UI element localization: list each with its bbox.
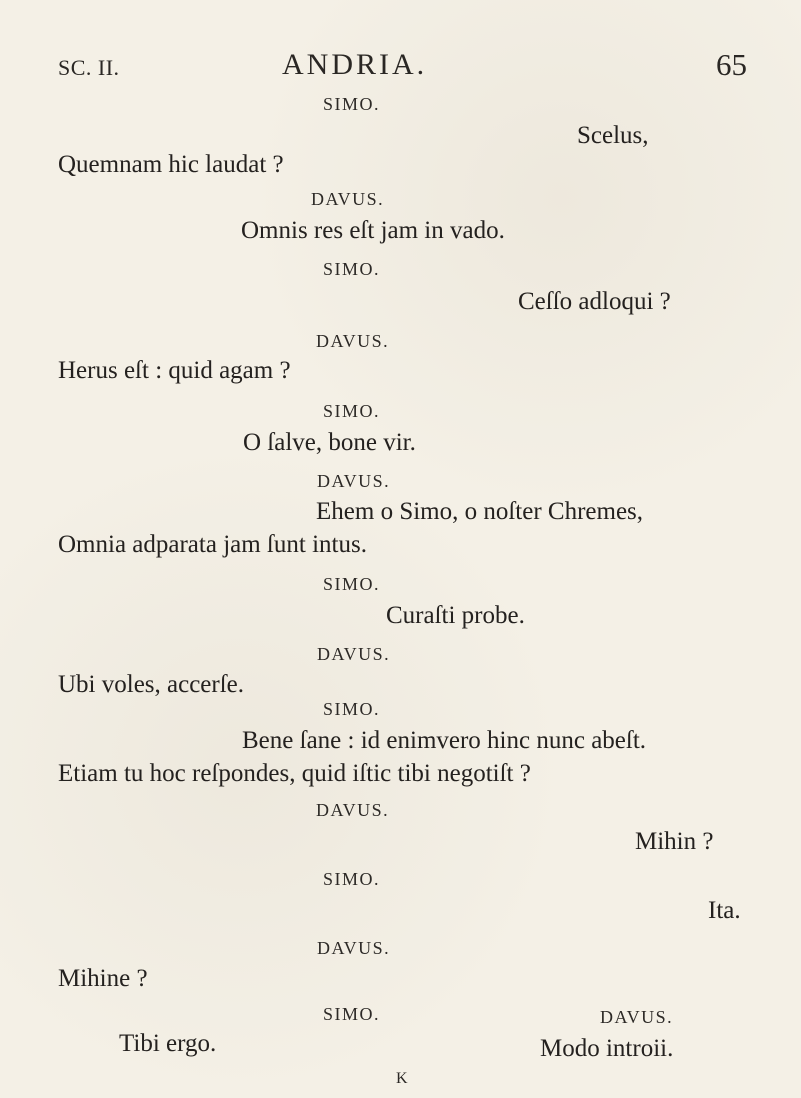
dialogue-line: Tibi ergo. (119, 1030, 217, 1057)
speaker-simo: SIMO. (323, 401, 381, 421)
dialogue-line: Modo introii. (540, 1035, 674, 1062)
speaker-davus: DAVUS. (316, 331, 390, 351)
page-signature: K (396, 1070, 408, 1087)
dialogue-line: Omnis res eſt jam in vado. (241, 217, 505, 244)
dialogue-line: Mihine ? (58, 965, 148, 992)
dialogue-line: Bene ſane : id enimvero hinc nunc abeſt. (242, 727, 647, 754)
dialogue-line: O ſalve, bone vir. (243, 429, 416, 456)
dialogue-line: Quemnam hic laudat ? (58, 151, 284, 178)
dialogue-line: Ita. (708, 897, 741, 924)
speaker-simo: SIMO. (323, 259, 381, 279)
dialogue-line: Etiam tu hoc reſpondes, quid iſtic tibi negotiſt ? (58, 760, 531, 787)
speaker-davus: DAVUS. (317, 644, 391, 664)
dialogue-line: Ehem o Simo, o noſter Chremes, (316, 498, 644, 525)
dialogue-line: Ubi voles, accerſe. (58, 671, 245, 698)
page-number: 65 (716, 47, 747, 82)
speaker-davus: DAVUS. (317, 938, 391, 958)
speaker-simo: SIMO. (323, 1004, 381, 1024)
dialogue-line: Mihin ? (635, 828, 714, 855)
running-title: ANDRIA. (282, 48, 428, 81)
dialogue-line: Herus eſt : quid agam ? (58, 357, 291, 384)
dialogue-line: Ceſſo adloqui ? (518, 288, 671, 315)
speaker-simo: SIMO. (323, 699, 381, 719)
speaker-simo: SIMO. (323, 94, 381, 114)
speaker-davus: DAVUS. (317, 471, 391, 491)
dialogue-line: Scelus, (577, 122, 649, 149)
speaker-simo: SIMO. (323, 574, 381, 594)
dialogue-line: Omnia adparata jam ſunt intus. (58, 531, 367, 558)
section-label: SC. II. (58, 55, 120, 80)
speaker-davus: DAVUS. (311, 189, 385, 209)
speaker-davus: DAVUS. (600, 1007, 674, 1027)
speaker-simo: SIMO. (323, 869, 381, 889)
speaker-davus: DAVUS. (316, 800, 390, 820)
dialogue-line: Curaſti probe. (386, 602, 525, 629)
